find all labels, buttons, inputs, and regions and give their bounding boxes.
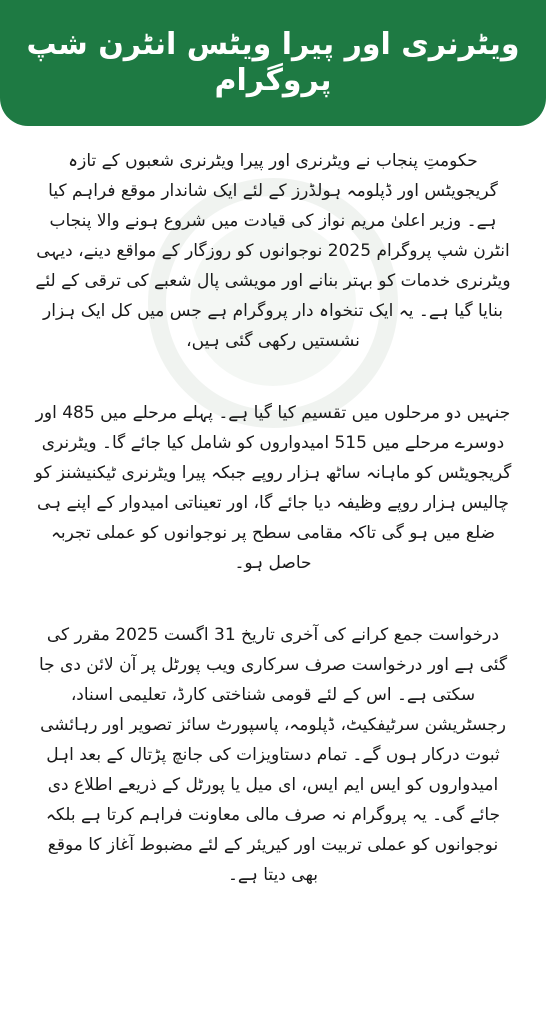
paragraph-intro: حکومتِ پنجاب نے ویٹرنری اور پیرا ویٹرنری شعبوں کے تازہ گریجویٹس اور ڈپلومہ ہولڈرز کے لئے ایک شاندار موقع فراہم کیا ہے۔ وزیر اعلیٰ مریم نواز کی قیادت میں شروع ہونے والا پنجاب انٹرن شپ پروگرام 2025 نوجوانوں کو روزگار کے مواقع دینے، دیہی ویٹرنری خدمات کو بہتر بنانے اور مویشی پال شعبے کی ترقی کے لئے بنایا گیا ہے۔ یہ ایک تنخواہ دار پروگرام ہے جس میں کل ایک ہزار نشستیں رکھی گئی ہیں، <box>35 151 511 351</box>
article-body <box>34 146 512 890</box>
paragraph-stipend: جنہیں دو مرحلوں میں تقسیم کیا گیا ہے۔ پہلے مرحلے میں 485 اور دوسرے مرحلے میں 515 امیدواروں کو شامل کیا جائے گا۔ ویٹرنری گریجویٹس کو ماہانہ ساٹھ ہزار روپے جبکہ پیرا ویٹرنری ٹیکنیشنز کو چالیس ہزار روپے وظیفہ دیا جائے گا، اور تعیناتی امیدوار کے اپنے ہی ضلع میں ہو گی تاکہ مقامی سطح پر نوجوانوں کو عملی تجربہ حاصل ہو۔ <box>34 403 512 573</box>
paragraph-application: درخواست جمع کرانے کی آخری تاریخ 31 اگست 2025 مقرر کی گئی ہے اور درخواست صرف سرکاری ویب پورٹل پر آن لائن دی جا سکتی ہے۔ اس کے لئے قومی شناختی کارڈ، تعلیمی اسناد، رجسٹریشن سرٹیفکیٹ، ڈپلومہ، پاسپورٹ سائز تصویر اور رہائشی ثبوت درکار ہوں گے۔ تمام دستاویزات کی جانچ پڑتال کے بعد اہل امیدواروں کو ایس ایم ایس، ای میل یا پورٹل کے ذریعے اطلاع دی جائے گی۔ یہ پروگرام نہ صرف مالی معاونت فراہم کرتا ہے بلکہ نوجوانوں کو عملی تربیت اور کیریئر کے لئے مضبوط آغاز کا موقع بھی دیتا ہے۔ <box>38 625 508 885</box>
title-banner <box>0 0 546 126</box>
page-title: ویٹرنری اور پیرا ویٹس انٹرن شپ پروگرام <box>26 27 520 98</box>
